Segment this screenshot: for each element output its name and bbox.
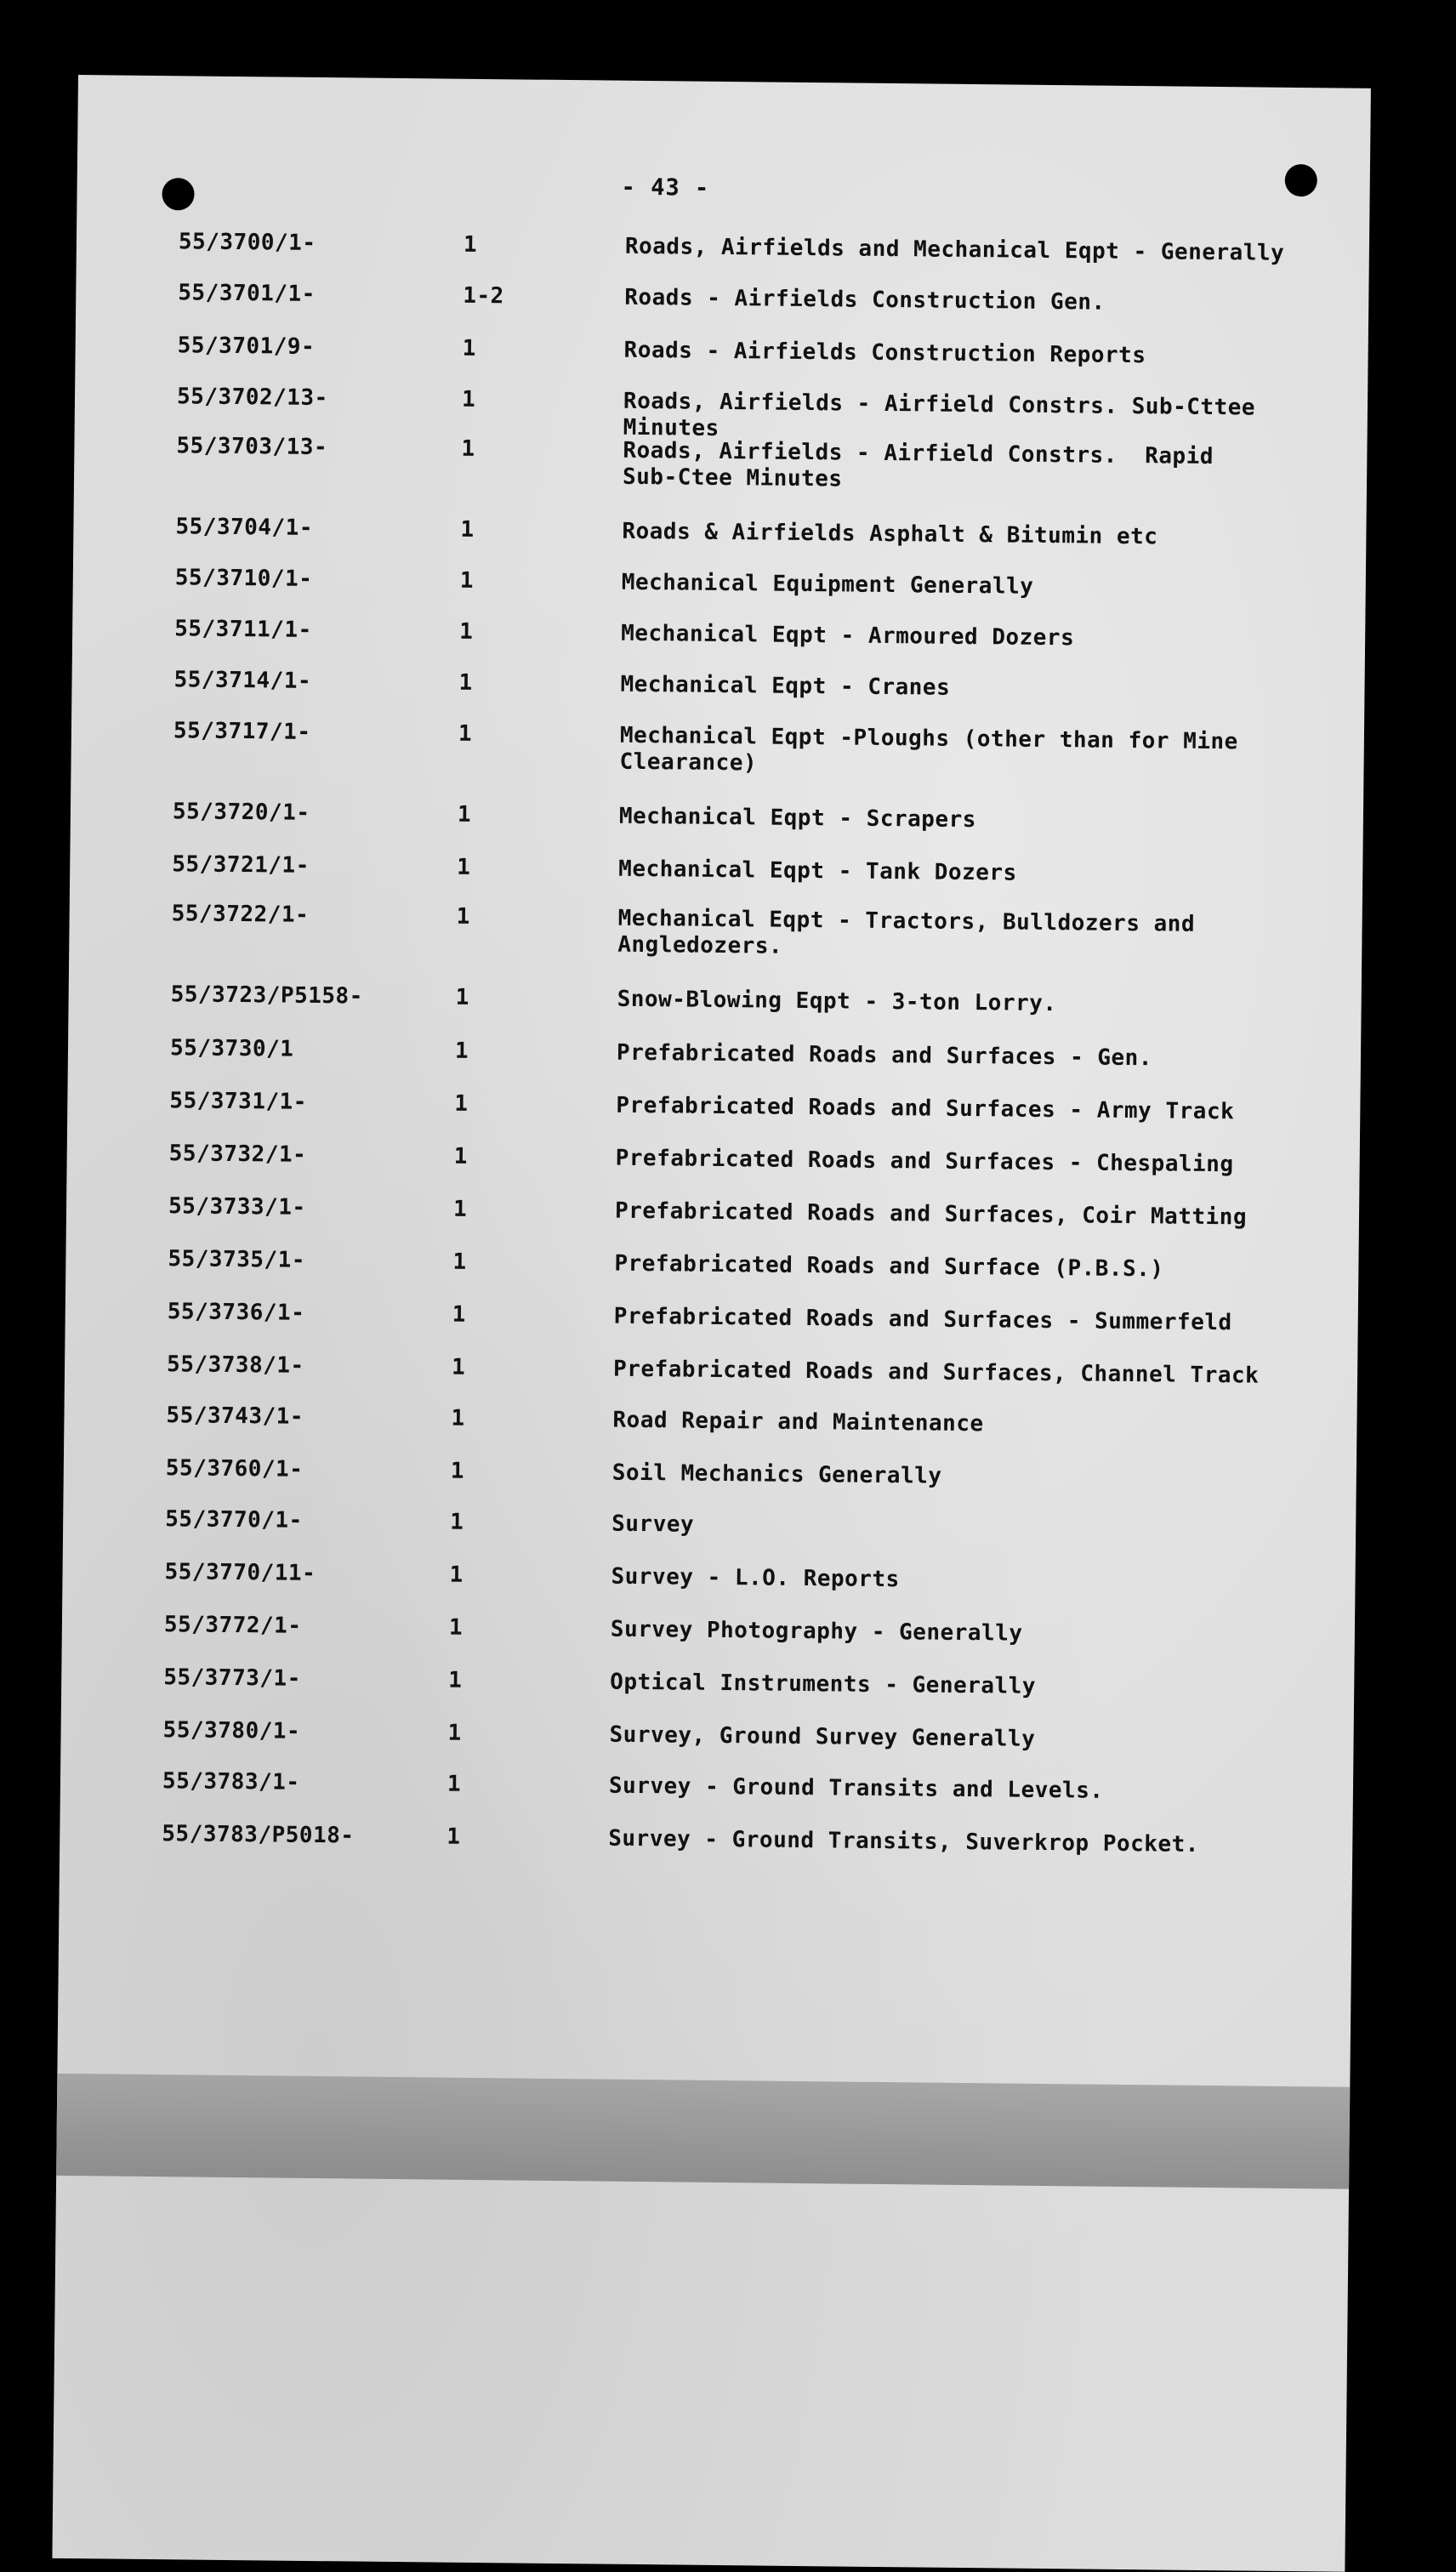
- list-item: [65, 1402, 1357, 1437]
- list-item: [72, 666, 1365, 701]
- list-item: [73, 564, 1366, 600]
- entry-volume: 1: [451, 1354, 466, 1380]
- entry-description: Optical Instruments - Generally: [610, 1669, 1037, 1699]
- entry-description: Survey - Ground Transits, Suverkrop Pocket.: [608, 1825, 1200, 1858]
- entry-description: Roads, Airfields and Mechanical Eqpt - Generally: [624, 233, 1285, 266]
- entry-description: Mechanical Eqpt - Cranes: [620, 671, 951, 701]
- entry-reference: 55/3700/1-: [178, 229, 316, 256]
- entry-reference: 55/3780/1-: [162, 1717, 301, 1744]
- entry-volume: 1: [452, 1249, 467, 1275]
- entry-description: Soil Mechanics Generally: [611, 1460, 942, 1489]
- entry-reference: 55/3720/1-: [172, 799, 310, 826]
- entry-description: Roads & Airfields Asphalt & Bitumin etc: [622, 518, 1158, 550]
- entry-reference: 55/3772/1-: [163, 1612, 302, 1639]
- entry-volume: 1: [461, 435, 475, 462]
- entry-reference: 55/3722/1-: [171, 901, 310, 928]
- entry-volume: 1: [454, 1090, 469, 1117]
- entry-volume: 1: [449, 1562, 464, 1588]
- entry-reference: 55/3783/P5018-: [162, 1821, 355, 1849]
- entry-volume: 1: [455, 984, 469, 1010]
- entry-reference: 55/3701/1-: [178, 280, 316, 307]
- list-item: [70, 900, 1362, 959]
- entry-reference: 55/3731/1-: [169, 1088, 308, 1115]
- entry-volume: 1: [451, 1405, 465, 1431]
- list-item: [69, 981, 1362, 1017]
- entry-volume: 1: [459, 567, 475, 594]
- entry-description: Survey Photography - Generally: [610, 1616, 1023, 1647]
- entry-description: Survey: [611, 1511, 695, 1538]
- punch-hole-right: [1285, 164, 1317, 196]
- list-item: [60, 1820, 1353, 1858]
- list-item: [63, 1558, 1356, 1593]
- entry-volume: 1: [448, 1614, 464, 1641]
- entry-volume: 1: [450, 1509, 464, 1535]
- punch-hole-left: [162, 178, 194, 210]
- list-item: [64, 1454, 1356, 1489]
- entry-volume: 1: [458, 669, 473, 696]
- entry-description: Prefabricated Roads and Surfaces - Gen.: [616, 1039, 1153, 1072]
- entry-volume: 1: [459, 618, 474, 645]
- entry-description: Mechanical Eqpt - Scrapers: [618, 803, 977, 834]
- entry-reference: 55/3770/11-: [164, 1559, 316, 1587]
- entry-volume: 1: [447, 1720, 462, 1746]
- list-item: [70, 851, 1362, 886]
- page-bottom-shadow: [56, 2074, 1350, 2189]
- entry-reference: 55/3710/1-: [174, 565, 313, 592]
- entry-volume: 1: [452, 1301, 467, 1328]
- entry-reference: 55/3702/13-: [176, 384, 328, 412]
- list-item: [66, 1245, 1359, 1283]
- entry-volume: 1: [450, 1458, 465, 1484]
- list-item: [65, 1351, 1357, 1389]
- entry-description: Mechanical Eqpt - Armoured Dozers: [621, 620, 1075, 652]
- entry-reference: 55/3738/1-: [166, 1351, 304, 1379]
- entry-reference: 55/3703/13-: [176, 433, 328, 461]
- entry-description: Survey - L.O. Reports: [611, 1563, 900, 1593]
- entry-reference: 55/3723/P5158-: [170, 982, 363, 1010]
- list-item: [74, 513, 1367, 550]
- entry-reference: 55/3721/1-: [172, 851, 310, 879]
- list-item: [72, 615, 1365, 652]
- entry-description: Mechanical Eqpt - Tractors, Bulldozers and Angledozers.: [617, 905, 1196, 959]
- list-item: [76, 279, 1368, 316]
- entry-description: Survey, Ground Survey Generally: [609, 1721, 1036, 1752]
- entry-description: Snow-Blowing Eqpt - 3-ton Lorry.: [617, 986, 1057, 1017]
- entry-volume: 1: [463, 231, 478, 258]
- list-item: [63, 1505, 1356, 1538]
- entry-description: Prefabricated Roads and Surfaces, Channel Track: [612, 1356, 1260, 1389]
- entries-list: [78, 75, 1371, 1858]
- entry-reference: 55/3760/1-: [165, 1455, 304, 1482]
- entry-volume: 1: [460, 516, 475, 543]
- list-item: [66, 1192, 1359, 1231]
- entry-description: Prefabricated Roads and Surface (P.B.S.): [614, 1250, 1164, 1283]
- list-item: [62, 1611, 1355, 1647]
- entry-reference: 55/3743/1-: [166, 1403, 304, 1430]
- entry-reference: 55/3736/1-: [167, 1299, 305, 1326]
- document-page: [52, 75, 1370, 2572]
- entry-volume: 1: [452, 1196, 468, 1222]
- entry-reference: 55/3717/1-: [173, 718, 311, 745]
- list-item: [76, 332, 1368, 369]
- list-item: [71, 798, 1363, 834]
- entry-description: Roads, Airfields - Airfield Constrs. Sub-Cttee Minutes: [623, 388, 1270, 441]
- entry-volume: 1: [448, 1667, 463, 1693]
- entry-volume: 1: [446, 1771, 462, 1797]
- entry-description: Prefabricated Roads and Surfaces - Chespaling: [615, 1145, 1234, 1178]
- entry-reference: 55/3714/1-: [173, 667, 312, 694]
- entry-description: Roads - Airfields Construction Gen.: [624, 284, 1106, 316]
- entry-volume: 1-2: [463, 282, 504, 310]
- entry-reference: 55/3732/1-: [168, 1141, 307, 1168]
- entry-reference: 55/3733/1-: [168, 1193, 306, 1221]
- entry-description: Mechanical Eqpt -Ploughs (other than for Mine Clearance): [619, 722, 1238, 777]
- entry-volume: 1: [457, 801, 472, 828]
- list-item: [68, 1087, 1361, 1125]
- entry-volume: 1: [454, 1038, 469, 1064]
- entry-description: Mechanical Equipment Generally: [621, 569, 1034, 600]
- entry-reference: 55/3773/1-: [163, 1664, 301, 1692]
- entry-volume: 1: [461, 386, 476, 413]
- list-item: [68, 1034, 1361, 1072]
- entry-description: Mechanical Eqpt - Tank Dozers: [618, 856, 1017, 886]
- entry-description: Prefabricated Roads and Surfaces - Army Track: [616, 1092, 1235, 1125]
- entry-volume: 1: [456, 903, 470, 930]
- entry-volume: 1: [453, 1143, 469, 1169]
- entry-reference: 55/3783/1-: [162, 1768, 300, 1795]
- list-item: [77, 228, 1369, 266]
- entry-reference: 55/3701/9-: [177, 333, 316, 360]
- entry-reference: 55/3730/1: [169, 1035, 294, 1062]
- list-item: [60, 1767, 1353, 1804]
- entry-reference: 55/3704/1-: [175, 514, 314, 541]
- list-item: [65, 1298, 1358, 1336]
- entry-description: Prefabricated Roads and Surfaces - Summerfeld: [613, 1303, 1232, 1336]
- list-item: [61, 1664, 1354, 1699]
- entry-description: Roads - Airfields Construction Reports: [623, 337, 1146, 369]
- list-item: [75, 383, 1368, 441]
- entry-description: Prefabricated Roads and Surfaces, Coir Matting: [614, 1198, 1248, 1231]
- entry-description: Road Repair and Maintenance: [612, 1407, 984, 1437]
- entry-reference: 55/3735/1-: [168, 1246, 306, 1273]
- entry-reference: 55/3711/1-: [174, 616, 312, 643]
- entry-description: Survey - Ground Transits and Levels.: [608, 1773, 1104, 1804]
- entry-volume: 1: [462, 335, 476, 361]
- entry-reference: 55/3770/1-: [165, 1506, 303, 1534]
- entry-volume: 1: [458, 720, 473, 747]
- list-item: [61, 1716, 1354, 1752]
- list-item: [71, 717, 1364, 777]
- entry-volume: 1: [446, 1824, 461, 1850]
- entry-description: Roads, Airfields - Airfield Constrs. Rapid Sub-Ctee Minutes: [622, 437, 1214, 492]
- page-number: - 43 -: [621, 174, 710, 202]
- entry-volume: 1: [457, 854, 471, 880]
- list-item: [67, 1140, 1360, 1178]
